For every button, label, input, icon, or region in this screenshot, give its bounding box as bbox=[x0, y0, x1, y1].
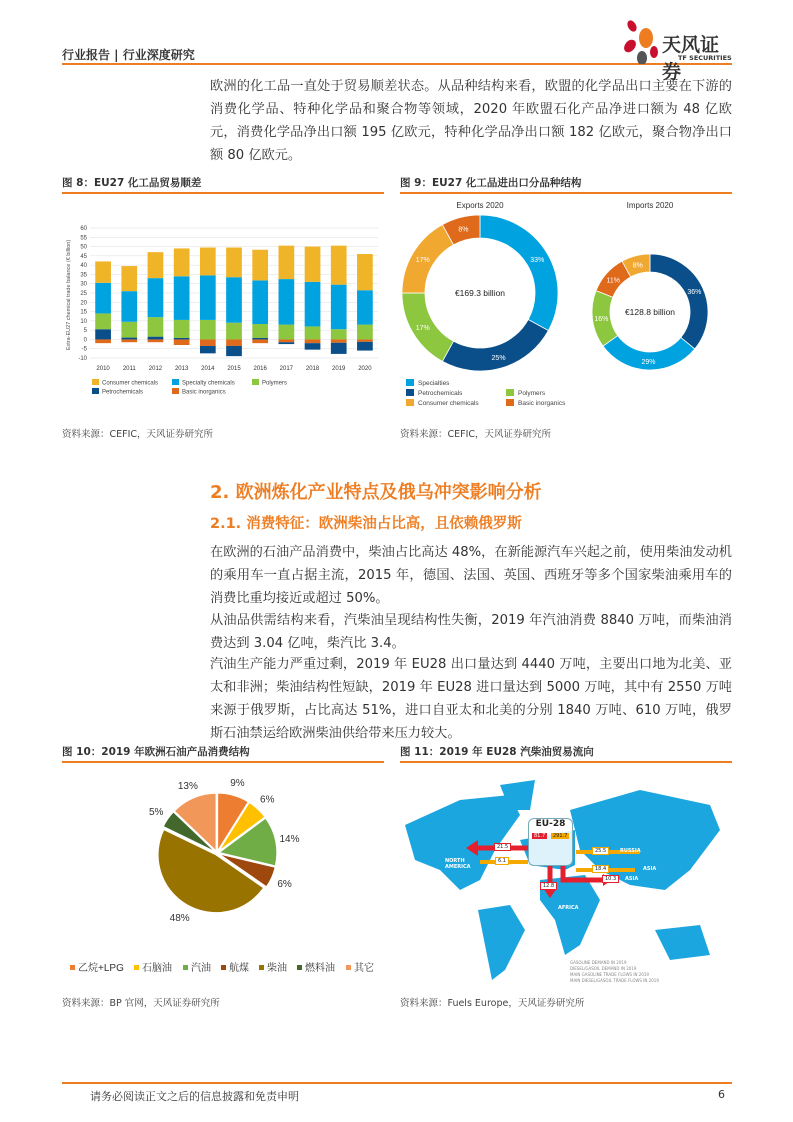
legend-swatch bbox=[406, 389, 414, 396]
fig9-source: 资料来源：CEFIC，天风证券研究所 bbox=[400, 429, 552, 440]
page-number: 6 bbox=[718, 1088, 725, 1101]
x-tick-label: 2012 bbox=[148, 366, 163, 372]
intro-paragraph: 欧洲的化工品一直处于贸易顺差状态。从品种结构来看，欧盟的化学品出口主要在下游的消费化学品、特种化学品和聚合物等领域，2020 年欧盟石化产品净进口额为 48 亿欧元，消费化学品净出口额 195 亿欧元，特种化学品净出口额 182 亿欧元，聚合物净出口额 80 亿欧元。 bbox=[210, 79, 732, 163]
donut-center-value: €128.8 billion bbox=[624, 307, 676, 317]
x-tick-label: 2010 bbox=[96, 366, 110, 372]
bar-segment bbox=[226, 277, 242, 323]
legend-label: Basic inorganics bbox=[518, 400, 566, 407]
y-tick-label: 10 bbox=[80, 318, 87, 325]
legend-swatch bbox=[297, 965, 302, 970]
slice-label: 17% bbox=[415, 324, 430, 332]
diesel-demand: 291.7 bbox=[553, 833, 568, 839]
legend-label: Consumer chemicals bbox=[102, 380, 159, 387]
bar-segment bbox=[148, 337, 164, 340]
label-russia: RUSSIA bbox=[620, 848, 641, 854]
bar-segment bbox=[148, 278, 164, 317]
legend-label: 航煤 bbox=[229, 963, 249, 974]
x-tick-label: 2019 bbox=[332, 366, 346, 372]
bar-segment bbox=[95, 339, 111, 343]
bar-segment bbox=[279, 325, 295, 340]
x-tick-label: 2015 bbox=[227, 366, 241, 372]
legend-label: 其它 bbox=[354, 963, 374, 974]
legend-swatch bbox=[506, 389, 514, 396]
paragraph-2: 从油品供需结构来看，汽柴油呈现结构性失衡，2019 年汽油消费 8840 万吨，而柴油消费达到 3.04 亿吨，柴汽比 3.4。 bbox=[210, 613, 732, 651]
y-tick-label: 30 bbox=[80, 281, 87, 288]
eu28-label: EU-28 bbox=[535, 819, 566, 829]
trade-arrows bbox=[400, 770, 730, 985]
bar-segment bbox=[226, 323, 242, 340]
footer-disclaimer: 请务必阅读正文之后的信息披露和免责申明 bbox=[90, 1090, 299, 1103]
bar-segment bbox=[121, 338, 137, 340]
x-tick-label: 2018 bbox=[305, 366, 320, 372]
pie-label: 48% bbox=[169, 912, 190, 924]
flow-to-africa: 12.8 bbox=[540, 882, 557, 890]
bar-segment bbox=[305, 247, 321, 282]
pie-label: 9% bbox=[230, 777, 245, 789]
flow-to-asia: 10.3 bbox=[602, 875, 619, 883]
legend-label: Specialties bbox=[418, 380, 450, 387]
pie-label: 5% bbox=[148, 806, 164, 818]
trade-balance-bar-chart bbox=[62, 220, 384, 400]
legend-label: Specialty chemicals bbox=[182, 380, 235, 387]
donut-title: Exports 2020 bbox=[456, 201, 504, 210]
bar-segment bbox=[121, 291, 137, 322]
bar-segment bbox=[200, 339, 216, 346]
pie-label: 13% bbox=[177, 780, 198, 792]
bar-segment bbox=[95, 261, 111, 282]
bar-segment bbox=[200, 346, 216, 353]
legend-swatch bbox=[183, 965, 188, 970]
slice-label: 36% bbox=[687, 289, 702, 297]
y-tick-label: 35 bbox=[80, 272, 87, 279]
y-tick-label: 45 bbox=[80, 253, 87, 260]
legend-diesel-demand: DIESEL/GASOIL DEMAND IN 2019 bbox=[570, 966, 637, 971]
footer-divider bbox=[62, 1082, 732, 1084]
legend-swatch bbox=[221, 965, 226, 970]
legend-swatch bbox=[134, 965, 139, 970]
legend-label: 燃料油 bbox=[305, 963, 335, 974]
legend-label: Polymers bbox=[262, 380, 288, 387]
bar-segment bbox=[305, 282, 321, 327]
x-tick-label: 2014 bbox=[201, 366, 215, 372]
paragraph-3: 汽油生产能力严重过剩，2019 年 EU28 出口量达到 4440 万吨，主要出口地为北美、亚太和非洲；柴油结构性短缺，2019 年 EU28 进口量达到 5000 万吨，其中有 2550 万吨来源于俄罗斯，占比高达 51%，进口自亚太和北美的分别 1840 万吨、610 万吨，俄罗斯石油禁运给欧洲柴油供给带来压力较大。 bbox=[210, 657, 732, 741]
fig9-divider bbox=[400, 192, 732, 194]
donut-center-value: €169.3 billion bbox=[454, 288, 506, 298]
bar-segment bbox=[174, 276, 190, 320]
bar-segment bbox=[357, 339, 373, 341]
bar-segment bbox=[95, 329, 111, 339]
bar-segment bbox=[331, 285, 347, 330]
legend-label: Petrochemicals bbox=[418, 390, 463, 397]
x-tick-label: 2020 bbox=[358, 366, 372, 372]
x-tick-label: 2017 bbox=[279, 366, 294, 372]
x-tick-label: 2013 bbox=[174, 366, 189, 372]
y-tick-label: -5 bbox=[81, 346, 87, 353]
fig10-divider bbox=[62, 761, 384, 763]
section-heading: 2. 欧洲炼化产业特点及俄乌冲突影响分析 bbox=[210, 482, 542, 503]
trade-structure-donuts bbox=[400, 195, 732, 415]
bar-segment bbox=[252, 339, 268, 343]
bar-segment bbox=[148, 252, 164, 278]
bar-segment bbox=[226, 248, 242, 278]
fig11-divider bbox=[400, 761, 732, 763]
y-tick-label: 50 bbox=[80, 244, 87, 251]
report-header: 行业报告 | 行业深度研究 bbox=[62, 48, 195, 62]
tf-securities-logo bbox=[620, 16, 735, 83]
legend-gasoline-flows: MAIN GASOLINE TRADE FLOWS IN 2019 bbox=[570, 972, 649, 977]
legend-swatch bbox=[346, 965, 351, 970]
y-tick-label: 60 bbox=[80, 226, 87, 232]
legend-swatch bbox=[70, 965, 75, 970]
fig8-title: 图 8：EU27 化工品贸易顺差 bbox=[62, 177, 202, 189]
fig10-source: 资料来源：BP 官网，天风证券研究所 bbox=[62, 998, 220, 1009]
donut-title: Imports 2020 bbox=[626, 201, 674, 210]
map-legend bbox=[570, 960, 659, 984]
label-africa: AFRICA bbox=[558, 905, 579, 911]
slice-label: 8% bbox=[458, 226, 469, 234]
bar-segment bbox=[200, 275, 216, 320]
logo-cn: 天风证券 bbox=[662, 34, 720, 83]
donut-slice bbox=[442, 319, 548, 371]
legend-swatch bbox=[92, 379, 99, 385]
donut-slice bbox=[650, 254, 708, 349]
bar-segment bbox=[331, 246, 347, 285]
bar-segment bbox=[174, 248, 190, 276]
legend-gasoline-demand: GASOLINE DEMAND IN 2019 bbox=[570, 960, 627, 965]
bar-segment bbox=[279, 342, 295, 344]
bar-segment bbox=[200, 320, 216, 340]
bar-segment bbox=[226, 339, 242, 346]
fig11-title: 图 11：2019 年 EU28 汽柴油贸易流向 bbox=[400, 746, 594, 758]
bar-segment bbox=[252, 280, 268, 324]
legend-swatch bbox=[92, 388, 99, 394]
logo-en: TF SECURITIES bbox=[678, 54, 732, 62]
flow-to-na: 21.5 bbox=[494, 843, 511, 851]
y-tick-label: 5 bbox=[83, 328, 87, 335]
flow-from-asia: 18.4 bbox=[592, 865, 609, 873]
legend-swatch bbox=[259, 965, 264, 970]
y-tick-label: 20 bbox=[80, 300, 87, 307]
bar-segment bbox=[331, 329, 347, 339]
label-asia-2: ASIA bbox=[625, 876, 639, 882]
legend-label: 乙烷+LPG bbox=[78, 963, 124, 974]
gasoline-demand: 81.7 bbox=[534, 833, 546, 839]
fig10-title: 图 10：2019 年欧洲石油产品消费结构 bbox=[62, 746, 250, 758]
bar-segment bbox=[121, 266, 137, 291]
legend-swatch bbox=[406, 399, 414, 406]
bar-segment bbox=[279, 246, 295, 279]
fig8-divider bbox=[62, 192, 384, 194]
y-axis-label: Extra-EU27 chemical trade balance (€ billion) bbox=[66, 239, 72, 351]
slice-label: 11% bbox=[606, 277, 620, 285]
legend-diesel-flows: MAIN DIESEL/GASOIL TRADE FLOWS IN 2019 bbox=[570, 978, 659, 983]
y-tick-label: 55 bbox=[80, 235, 87, 242]
flow-from-na: 6.1 bbox=[495, 857, 509, 865]
label-north-america: NORTH AMERICA bbox=[445, 858, 471, 870]
y-tick-label: 0 bbox=[83, 337, 87, 344]
slice-label: 17% bbox=[415, 257, 430, 265]
trade-flow-map bbox=[400, 770, 730, 985]
bar-segment bbox=[279, 339, 295, 342]
donut-slice bbox=[480, 215, 558, 331]
y-tick-label: -10 bbox=[78, 356, 87, 362]
legend-label: Consumer chemicals bbox=[418, 400, 479, 407]
legend-swatch bbox=[406, 379, 414, 386]
bar-segment bbox=[331, 343, 347, 354]
bar-segment bbox=[305, 326, 321, 339]
bar-segment bbox=[174, 339, 190, 345]
bar-segment bbox=[279, 279, 295, 324]
slice-label: 33% bbox=[530, 257, 545, 265]
bar-segment bbox=[252, 338, 268, 339]
subsection-heading: 2.1. 消费特征：欧洲柴油占比高，且依赖俄罗斯 bbox=[210, 516, 522, 532]
bar-segment bbox=[200, 248, 216, 276]
slice-label: 8% bbox=[632, 262, 643, 270]
bar-segment bbox=[174, 338, 190, 339]
bar-segment bbox=[121, 339, 137, 342]
bar-segment bbox=[357, 254, 373, 290]
flow-from-russia: 25.5 bbox=[592, 847, 609, 855]
fig8-source: 资料来源：CEFIC，天风证券研究所 bbox=[62, 429, 214, 440]
legend-label: Polymers bbox=[518, 390, 546, 397]
bar-segment bbox=[121, 322, 137, 338]
slice-label: 29% bbox=[641, 358, 656, 366]
bar-segment bbox=[252, 250, 268, 281]
bar-segment bbox=[174, 320, 190, 338]
legend-swatch bbox=[172, 379, 179, 385]
x-tick-label: 2011 bbox=[122, 366, 136, 372]
pie-label: 6% bbox=[260, 794, 275, 806]
legend-swatch bbox=[252, 379, 259, 385]
pie-label: 14% bbox=[279, 834, 300, 846]
bar-segment bbox=[305, 343, 321, 350]
legend-label: 汽油 bbox=[191, 963, 211, 974]
bar-segment bbox=[357, 290, 373, 324]
bar-segment bbox=[357, 342, 373, 351]
legend-swatch bbox=[172, 388, 179, 394]
slice-label: 25% bbox=[491, 354, 506, 362]
bar-segment bbox=[252, 324, 268, 338]
fig11-source: 资料来源：Fuels Europe，天风证券研究所 bbox=[400, 998, 585, 1009]
y-tick-label: 40 bbox=[80, 263, 87, 270]
y-tick-label: 25 bbox=[80, 291, 87, 297]
bar-segment bbox=[305, 339, 321, 343]
bar-segment bbox=[95, 283, 111, 314]
oil-consumption-pie bbox=[62, 765, 384, 980]
bar-segment bbox=[226, 346, 242, 356]
legend-label: Basic inorganics bbox=[182, 389, 226, 396]
bar-segment bbox=[357, 325, 373, 340]
y-tick-label: 15 bbox=[80, 309, 87, 316]
bar-segment bbox=[148, 317, 164, 337]
legend-label: 石脑油 bbox=[142, 963, 172, 974]
bar-segment bbox=[95, 313, 111, 329]
bar-segment bbox=[148, 339, 164, 342]
legend-label: 柴油 bbox=[267, 963, 287, 974]
label-asia-1: ASIA bbox=[643, 866, 657, 872]
pie-label: 6% bbox=[277, 879, 292, 891]
paragraph-1: 在欧洲的石油产品消费中，柴油占比高达 48%，在新能源汽车兴起之前，使用柴油发动机的乘用车一直占据主流，2015 年，德国、法国、英国、西班牙等多个国家柴油乘用车的消费比重均接近或超过 50%。 bbox=[210, 545, 732, 606]
x-tick-label: 2016 bbox=[253, 366, 267, 372]
slice-label: 16% bbox=[594, 316, 609, 324]
fig9-title: 图 9：EU27 化工品进出口分品种结构 bbox=[400, 177, 582, 189]
bar-segment bbox=[331, 339, 347, 342]
legend-swatch bbox=[506, 399, 514, 406]
legend-label: Petrochemicals bbox=[102, 389, 144, 396]
